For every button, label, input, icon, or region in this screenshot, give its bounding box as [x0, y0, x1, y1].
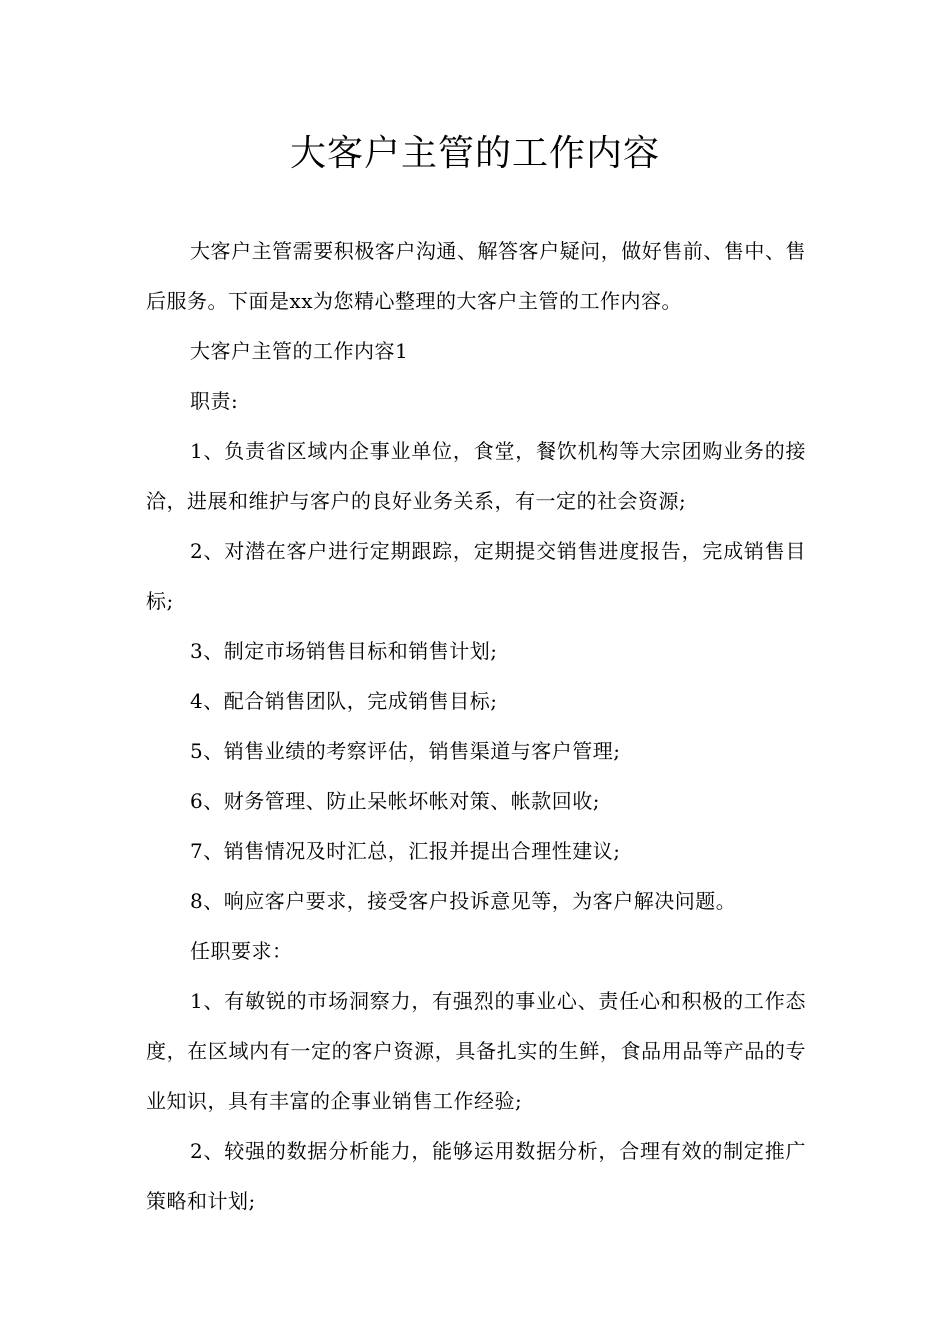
duty-item-3: 3、制定市场销售目标和销售计划;: [190, 639, 498, 663]
duty-item-2: 2、对潜在客户进行定期跟踪，定期提交销售进度报告，完成销售目标;: [146, 539, 806, 613]
section-heading: 大客户主管的工作内容1: [190, 339, 409, 363]
duty-item-4: 4、配合销售团队，完成销售目标;: [190, 689, 498, 713]
duty-item-6: 6、财务管理、防止呆帐坏帐对策、帐款回收;: [190, 789, 600, 813]
intro-paragraph: 大客户主管需要积极客户沟通、解答客户疑问，做好售前、售中、售后服务。下面是xx为您精心整理的大客户主管的工作内容。: [146, 239, 806, 313]
requirements-heading: 任职要求：: [190, 939, 293, 963]
duty-item-5: 5、销售业绩的考察评估，销售渠道与客户管理;: [190, 739, 621, 763]
document-body: [146, 226, 806, 1226]
requirement-item-2: 2、较强的数据分析能力，能够运用数据分析，合理有效的制定推广策略和计划;: [146, 1139, 806, 1213]
document-title: 大客户主管的工作内容: [289, 133, 660, 174]
duties-heading: 职责:: [190, 389, 239, 413]
duty-item-7: 7、销售情况及时汇总，汇报并提出合理性建议;: [190, 839, 621, 863]
duty-item-8: 8、响应客户要求，接受客户投诉意见等，为客户解决问题。: [190, 889, 737, 913]
requirement-item-1: 1、有敏锐的市场洞察力，有强烈的事业心、责任心和积极的工作态度，在区域内有一定的客户资源，具备扎实的生鲜，食品用品等产品的专业知识，具有丰富的企事业销售工作经验;: [146, 989, 806, 1113]
duty-item-1: 1、负责省区域内企事业单位，食堂，餐饮机构等大宗团购业务的接洽，进展和维护与客户的良好业务关系，有一定的社会资源;: [146, 439, 806, 513]
